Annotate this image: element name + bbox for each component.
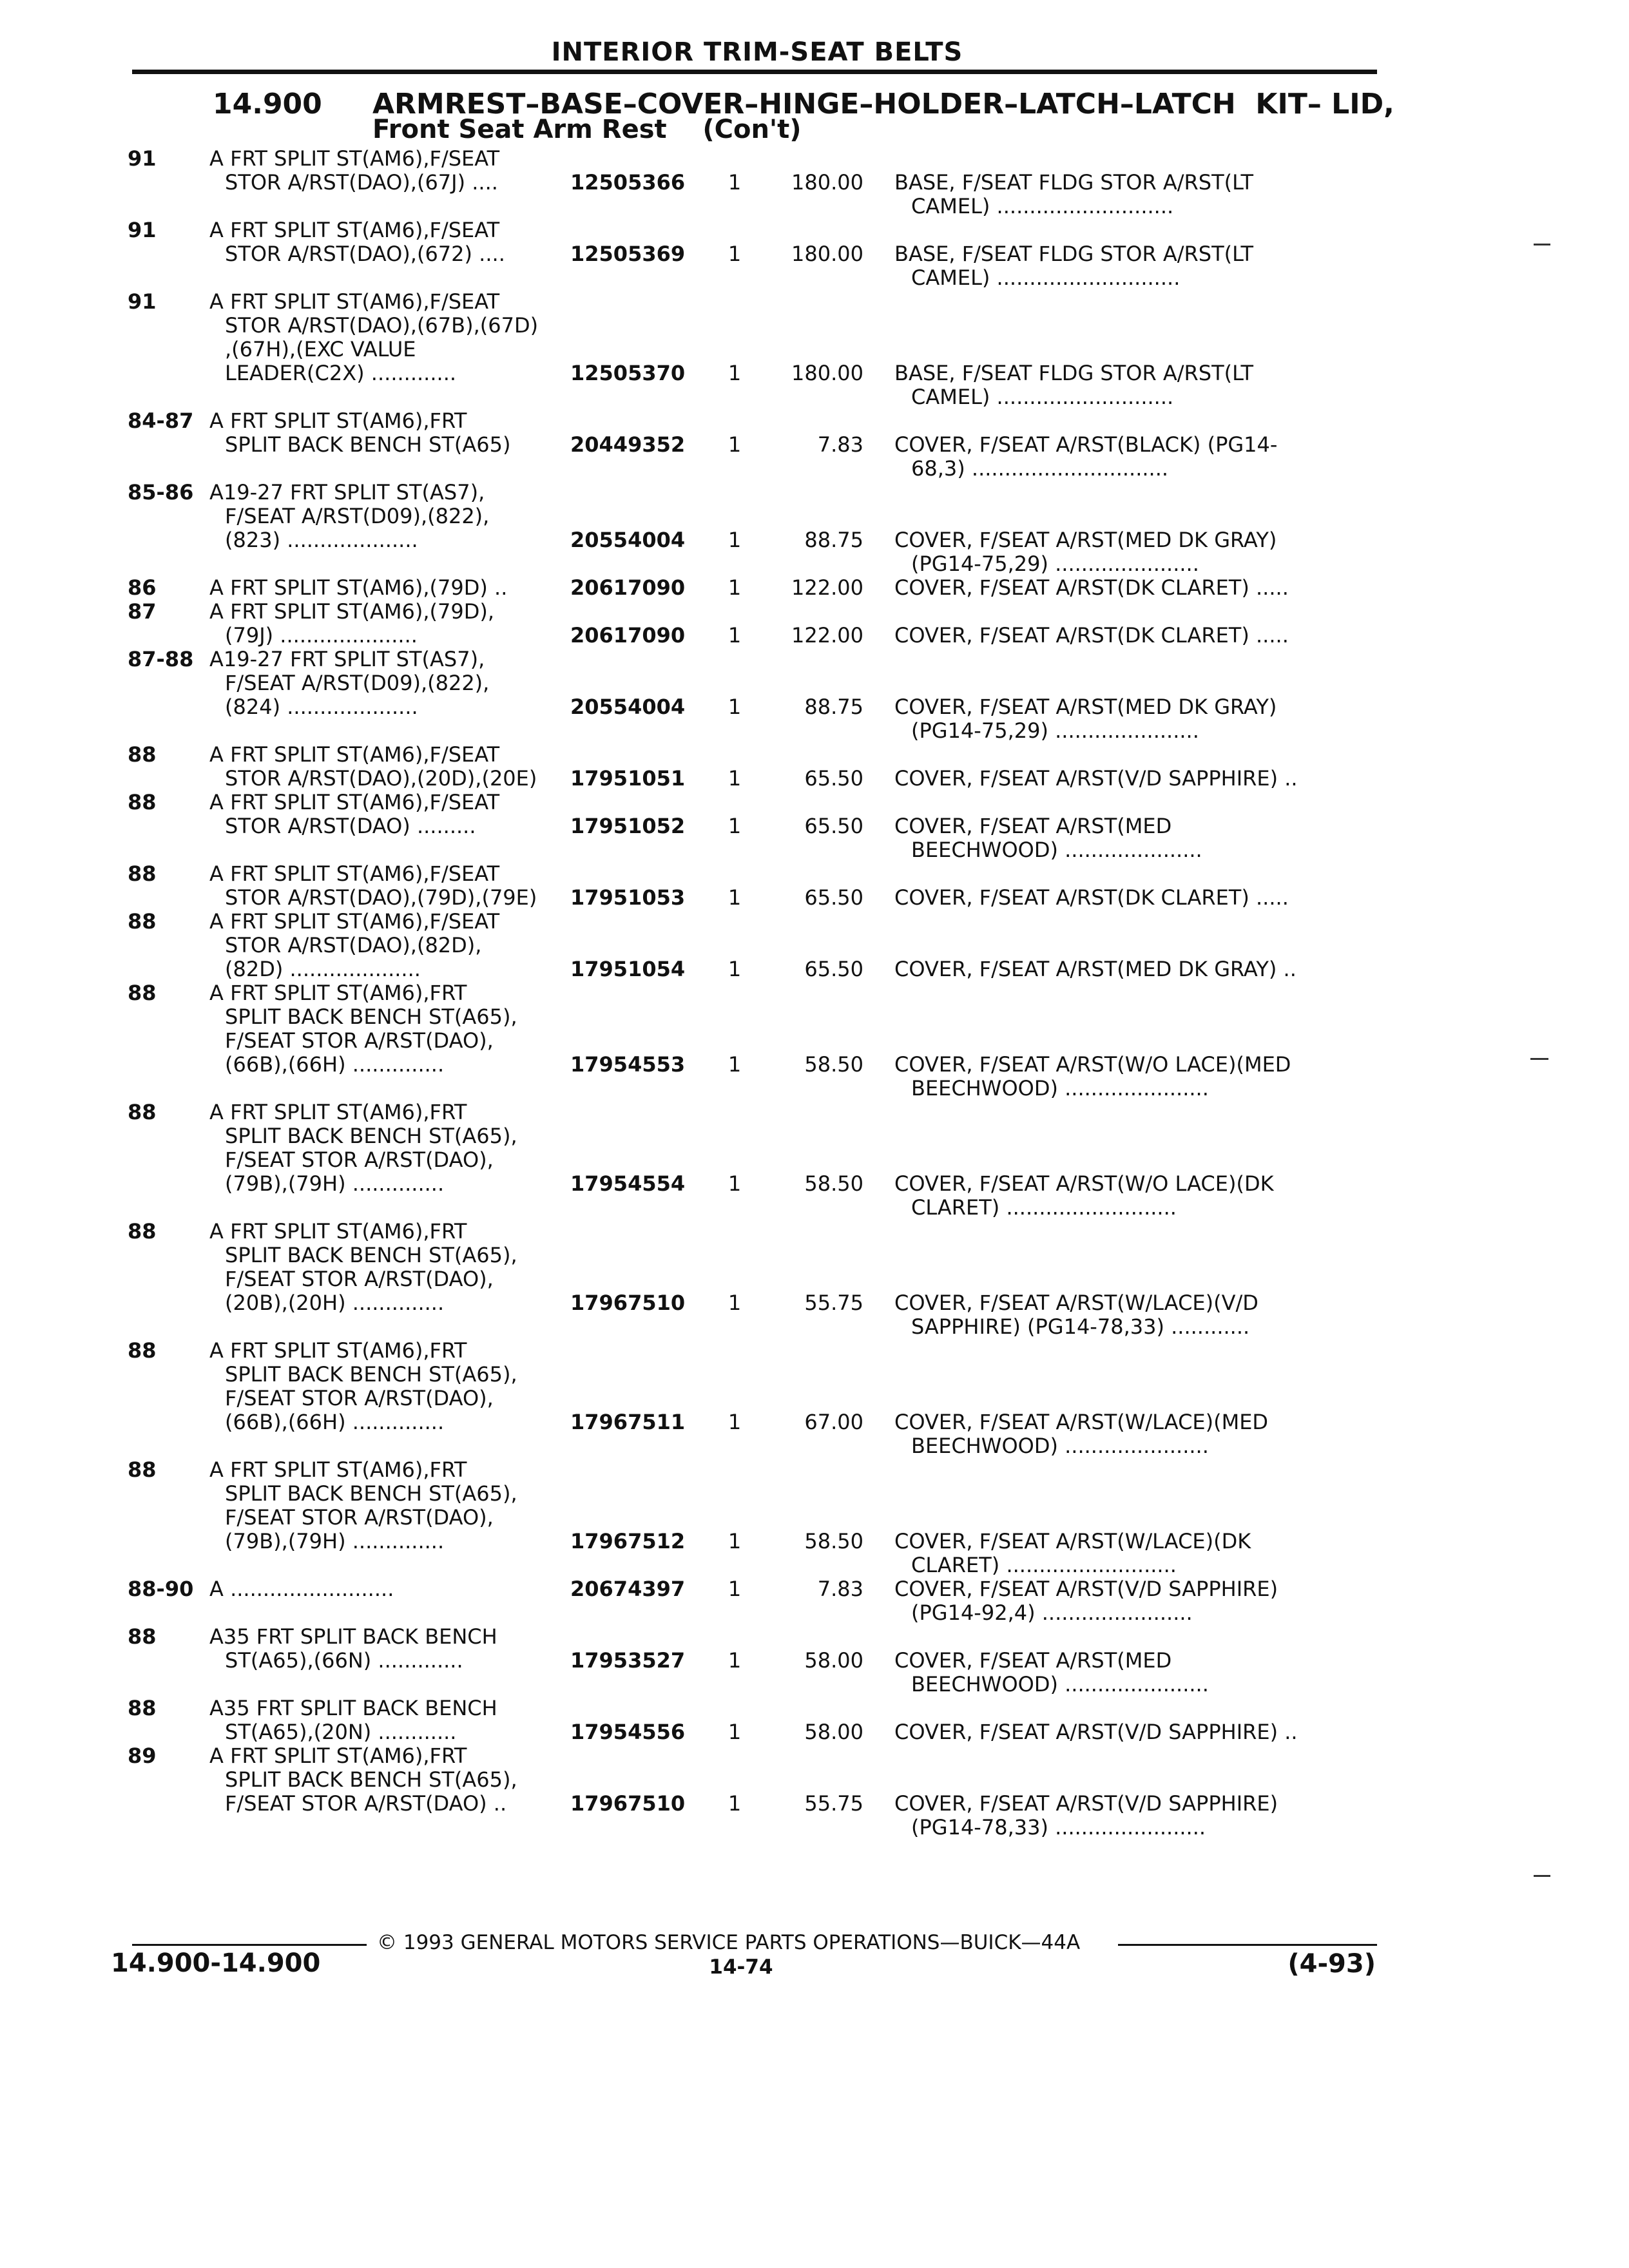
entry-description-line: A35 FRT SPLIT BACK BENCH bbox=[209, 1625, 497, 1649]
entry-part-number: 17951053 bbox=[570, 885, 686, 910]
entry-price: 122.00 bbox=[791, 575, 863, 600]
entry-description-line: A FRT SPLIT ST(AM6),F/SEAT bbox=[209, 218, 500, 242]
entry-quantity: 1 bbox=[728, 1410, 742, 1434]
entry-description bbox=[209, 910, 561, 981]
entry-description-line: STOR A/RST(DAO),(67B),(67D) bbox=[225, 314, 539, 338]
entry-description-line: (66B),(66H) .............. bbox=[225, 1053, 445, 1077]
entry-ref-number: 88 bbox=[128, 1219, 157, 1244]
entry-description bbox=[209, 862, 561, 910]
entry-description-line: A FRT SPLIT ST(AM6),FRT bbox=[209, 1744, 467, 1768]
entry-description bbox=[209, 147, 561, 195]
entry-description-line: SPLIT BACK BENCH ST(A65), bbox=[225, 1768, 517, 1792]
entry-quantity: 1 bbox=[728, 695, 742, 719]
entry-description bbox=[209, 290, 561, 385]
entry-part-name bbox=[894, 1530, 1368, 1577]
entry-part-name-line: BASE, F/SEAT FLDG STOR A/RST(LT bbox=[894, 171, 1254, 195]
entry-description-line: A ......................... bbox=[209, 1577, 394, 1601]
entry-quantity: 1 bbox=[728, 1720, 742, 1744]
entry-price: 55.75 bbox=[804, 1791, 863, 1816]
entry-quantity: 1 bbox=[728, 957, 742, 981]
entry-part-name bbox=[894, 957, 1368, 981]
entry-part-name-line: (PG14-92,4) ....................... bbox=[911, 1601, 1193, 1625]
entry-ref-number: 85-86 bbox=[128, 480, 194, 505]
entry-description-line: A FRT SPLIT ST(AM6),F/SEAT bbox=[209, 290, 500, 314]
entry-description bbox=[209, 743, 561, 791]
entry-description-line: (79B),(79H) .............. bbox=[225, 1172, 445, 1196]
entry-description-line: ST(A65),(20N) ............ bbox=[225, 1720, 457, 1744]
entry-description-line: A19-27 FRT SPLIT ST(AS7), bbox=[209, 481, 485, 505]
entry-description bbox=[209, 1339, 561, 1434]
entry-part-name-line: BEECHWOOD) ..................... bbox=[911, 838, 1202, 862]
entry-quantity: 1 bbox=[728, 242, 742, 266]
entry-description bbox=[209, 1458, 561, 1553]
entry-price: 65.50 bbox=[804, 957, 863, 981]
entry-description-line: STOR A/RST(DAO),(20D),(20E) bbox=[225, 767, 537, 791]
entry-part-name-line: CLARET) .......................... bbox=[911, 1553, 1177, 1577]
entry-quantity: 1 bbox=[728, 1052, 742, 1077]
entry-part-name-line: COVER, F/SEAT A/RST(MED bbox=[894, 814, 1172, 838]
entry-quantity: 1 bbox=[728, 170, 742, 195]
entry-description-line: A FRT SPLIT ST(AM6),F/SEAT bbox=[209, 862, 500, 886]
entry-description-line: SPLIT BACK BENCH ST(A65), bbox=[225, 1482, 517, 1506]
entry-part-name-line: COVER, F/SEAT A/RST(DK CLARET) ..... bbox=[894, 576, 1289, 600]
entry-price: 58.00 bbox=[804, 1720, 863, 1744]
entry-quantity: 1 bbox=[728, 1291, 742, 1315]
entry-part-number: 17951051 bbox=[570, 766, 686, 791]
entry-description-line: F/SEAT STOR A/RST(DAO), bbox=[225, 1267, 494, 1291]
entry-quantity: 1 bbox=[728, 623, 742, 648]
entry-description-line: F/SEAT STOR A/RST(DAO) .. bbox=[225, 1792, 507, 1816]
entry-description-line: (824) .................... bbox=[225, 695, 418, 719]
entry-description bbox=[209, 600, 561, 648]
entry-part-number: 17951054 bbox=[570, 957, 686, 981]
entry-part-name-line: COVER, F/SEAT A/RST(MED DK GRAY) bbox=[894, 528, 1277, 552]
entry-ref-number: 88 bbox=[128, 1696, 157, 1720]
entry-description-line: A19-27 FRT SPLIT ST(AS7), bbox=[209, 648, 485, 671]
entry-part-name bbox=[894, 171, 1368, 218]
entry-part-name bbox=[894, 624, 1368, 648]
page-header: INTERIOR TRIM-SEAT BELTS bbox=[551, 37, 963, 67]
entry-part-name bbox=[894, 361, 1368, 409]
entry-part-name-line: COVER, F/SEAT A/RST(DK CLARET) ..... bbox=[894, 886, 1289, 910]
entry-part-name-line: BEECHWOOD) ...................... bbox=[911, 1673, 1209, 1696]
entry-description-line: F/SEAT STOR A/RST(DAO), bbox=[225, 1029, 494, 1053]
entry-part-name bbox=[894, 1720, 1368, 1744]
entry-ref-number: 88 bbox=[128, 1100, 157, 1124]
entry-quantity: 1 bbox=[728, 528, 742, 552]
entry-part-name-line: (PG14-78,33) ....................... bbox=[911, 1816, 1206, 1840]
entry-part-number: 20554004 bbox=[570, 528, 686, 552]
entry-price: 58.50 bbox=[804, 1052, 863, 1077]
entry-description-line: A FRT SPLIT ST(AM6),FRT bbox=[209, 1220, 467, 1244]
entry-description-line: SPLIT BACK BENCH ST(A65), bbox=[225, 1244, 517, 1267]
entry-part-number: 20674397 bbox=[570, 1577, 686, 1601]
entry-description bbox=[209, 981, 561, 1077]
entry-part-name-line: CLARET) .......................... bbox=[911, 1196, 1177, 1220]
entry-part-name-line: CAMEL) ........................... bbox=[911, 195, 1174, 218]
entry-part-name-line: COVER, F/SEAT A/RST(BLACK) (PG14- bbox=[894, 433, 1278, 457]
entry-description-line: (82D) .................... bbox=[225, 957, 421, 981]
entry-description-line: A FRT SPLIT ST(AM6),F/SEAT bbox=[209, 791, 500, 814]
entry-part-name bbox=[894, 1410, 1368, 1458]
entry-part-name bbox=[894, 886, 1368, 910]
entry-part-name-line: CAMEL) ........................... bbox=[911, 385, 1174, 409]
entry-price: 67.00 bbox=[804, 1410, 863, 1434]
entry-part-name-line: COVER, F/SEAT A/RST(V/D SAPPHIRE) .. bbox=[894, 767, 1298, 791]
entry-ref-number: 86 bbox=[128, 575, 157, 600]
footer-revision-date: (4-93) bbox=[1287, 1949, 1376, 1979]
entry-quantity: 1 bbox=[728, 432, 742, 457]
entry-part-name bbox=[894, 767, 1368, 791]
entry-part-name-line: BASE, F/SEAT FLDG STOR A/RST(LT bbox=[894, 361, 1254, 385]
entry-price: 65.50 bbox=[804, 766, 863, 791]
entry-ref-number: 88 bbox=[128, 981, 157, 1005]
entry-description-line: STOR A/RST(DAO),(79D),(79E) bbox=[225, 886, 537, 910]
entry-price: 88.75 bbox=[804, 528, 863, 552]
entry-description-line: A FRT SPLIT ST(AM6),FRT bbox=[209, 1100, 467, 1124]
entry-part-name-line: BEECHWOOD) ...................... bbox=[911, 1434, 1209, 1458]
header-rule bbox=[132, 70, 1377, 74]
entry-part-name bbox=[894, 1649, 1368, 1696]
entry-quantity: 1 bbox=[728, 1791, 742, 1816]
entry-part-name-line: COVER, F/SEAT A/RST(W/O LACE)(DK bbox=[894, 1172, 1274, 1196]
entry-description-line: (79B),(79H) .............. bbox=[225, 1530, 445, 1553]
entry-description-line: (20B),(20H) .............. bbox=[225, 1291, 445, 1315]
entry-description-line: ,(67H),(EXC VALUE bbox=[225, 338, 416, 361]
entry-description bbox=[209, 1625, 561, 1673]
entry-part-name bbox=[894, 1792, 1368, 1840]
entry-part-name-line: COVER, F/SEAT A/RST(V/D SAPPHIRE) .. bbox=[894, 1720, 1298, 1744]
entry-ref-number: 88 bbox=[128, 861, 157, 886]
entry-ref-number: 88 bbox=[128, 742, 157, 767]
entry-ref-number: 88 bbox=[128, 1624, 157, 1649]
entry-price: 180.00 bbox=[791, 170, 863, 195]
entry-description-line: F/SEAT A/RST(D09),(822), bbox=[225, 505, 490, 528]
entry-ref-number: 88 bbox=[128, 1338, 157, 1363]
entry-part-name-line: COVER, F/SEAT A/RST(W/O LACE)(MED bbox=[894, 1053, 1291, 1077]
entry-price: 58.00 bbox=[804, 1648, 863, 1673]
entry-part-number: 20617090 bbox=[570, 575, 686, 600]
section-number: 14.900 bbox=[213, 88, 322, 120]
entry-description-line: SPLIT BACK BENCH ST(A65), bbox=[225, 1124, 517, 1148]
entry-part-name bbox=[894, 433, 1368, 481]
entry-description-line: STOR A/RST(DAO),(82D), bbox=[225, 934, 482, 957]
entry-part-name bbox=[894, 1172, 1368, 1220]
entry-part-number: 12505370 bbox=[570, 361, 686, 385]
entry-description-line: A FRT SPLIT ST(AM6),(79D) .. bbox=[209, 576, 508, 600]
entry-part-name-line: (PG14-75,29) ...................... bbox=[911, 552, 1199, 576]
margin-mark bbox=[1534, 244, 1550, 245]
entry-part-name-line: CAMEL) ............................ bbox=[911, 266, 1181, 290]
entry-description-line: (823) .................... bbox=[225, 528, 418, 552]
section-subtitle: Front Seat Arm Rest (Con't) bbox=[372, 115, 802, 144]
entry-description bbox=[209, 1577, 561, 1601]
entry-part-number: 17967510 bbox=[570, 1791, 686, 1816]
entry-quantity: 1 bbox=[728, 1577, 742, 1601]
entry-description-line: A FRT SPLIT ST(AM6),FRT bbox=[209, 409, 467, 433]
entry-part-number: 12505369 bbox=[570, 242, 686, 266]
entry-description-line: STOR A/RST(DAO),(672) .... bbox=[225, 242, 505, 266]
entry-description-line: SPLIT BACK BENCH ST(A65), bbox=[225, 1005, 517, 1029]
entry-price: 88.75 bbox=[804, 695, 863, 719]
entry-description bbox=[209, 1100, 561, 1196]
footer-section-range: 14.900-14.900 bbox=[111, 1948, 321, 1978]
entry-description-line: A FRT SPLIT ST(AM6),F/SEAT bbox=[209, 743, 500, 767]
entry-description-line: F/SEAT STOR A/RST(DAO), bbox=[225, 1387, 494, 1410]
footer-rule-right bbox=[1118, 1944, 1377, 1946]
section-title: ARMREST–BASE–COVER–HINGE–HOLDER–LATCH–LATCH KIT– LID, bbox=[372, 88, 1394, 120]
entry-quantity: 1 bbox=[728, 766, 742, 791]
entry-part-number: 17953527 bbox=[570, 1648, 686, 1673]
entry-description-line: A FRT SPLIT ST(AM6),F/SEAT bbox=[209, 147, 500, 171]
entry-price: 7.83 bbox=[817, 432, 863, 457]
entry-part-name-line: COVER, F/SEAT A/RST(W/LACE)(V/D bbox=[894, 1291, 1258, 1315]
entry-price: 58.50 bbox=[804, 1171, 863, 1196]
entry-ref-number: 88-90 bbox=[128, 1577, 194, 1601]
entry-description bbox=[209, 791, 561, 838]
entry-description-line: SPLIT BACK BENCH ST(A65), bbox=[225, 1363, 517, 1387]
entry-part-name bbox=[894, 576, 1368, 600]
entry-part-name-line: COVER, F/SEAT A/RST(MED bbox=[894, 1649, 1172, 1673]
entry-part-name-line: COVER, F/SEAT A/RST(W/LACE)(DK bbox=[894, 1530, 1251, 1553]
entry-part-number: 20449352 bbox=[570, 432, 686, 457]
entry-description bbox=[209, 576, 561, 600]
entry-part-number: 17967511 bbox=[570, 1410, 686, 1434]
entry-description bbox=[209, 648, 561, 719]
entry-part-name-line: SAPPHIRE) (PG14-78,33) ............ bbox=[911, 1315, 1250, 1339]
entry-part-number: 17954556 bbox=[570, 1720, 686, 1744]
entry-description-line: F/SEAT STOR A/RST(DAO), bbox=[225, 1148, 494, 1172]
entry-part-name-line: COVER, F/SEAT A/RST(DK CLARET) ..... bbox=[894, 624, 1289, 648]
entry-part-number: 20554004 bbox=[570, 695, 686, 719]
entry-description-line: (79J) ..................... bbox=[225, 624, 418, 648]
entry-description-line: STOR A/RST(DAO) ......... bbox=[225, 814, 476, 838]
entry-part-name-line: BASE, F/SEAT FLDG STOR A/RST(LT bbox=[894, 242, 1254, 266]
entry-description-line: A FRT SPLIT ST(AM6),FRT bbox=[209, 1339, 467, 1363]
entry-description-line: F/SEAT STOR A/RST(DAO), bbox=[225, 1506, 494, 1530]
entry-description-line: A FRT SPLIT ST(AM6),FRT bbox=[209, 1458, 467, 1482]
entry-description-line: ST(A65),(66N) ............. bbox=[225, 1649, 463, 1673]
entry-part-name-line: COVER, F/SEAT A/RST(MED DK GRAY) bbox=[894, 695, 1277, 719]
entry-ref-number: 87 bbox=[128, 599, 157, 624]
entry-part-number: 20617090 bbox=[570, 623, 686, 648]
entry-part-name bbox=[894, 1577, 1368, 1625]
entry-ref-number: 88 bbox=[128, 1457, 157, 1482]
entry-description bbox=[209, 409, 561, 457]
entry-description bbox=[209, 1744, 561, 1816]
entry-quantity: 1 bbox=[728, 885, 742, 910]
footer-copyright: © 1993 GENERAL MOTORS SERVICE PARTS OPERATIONS—BUICK—44A bbox=[377, 1931, 1081, 1954]
entry-description-line: LEADER(C2X) ............. bbox=[225, 361, 457, 385]
entry-price: 58.50 bbox=[804, 1529, 863, 1553]
entry-description-line: A35 FRT SPLIT BACK BENCH bbox=[209, 1696, 497, 1720]
entry-part-name-line: 68,3) .............................. bbox=[911, 457, 1169, 481]
entry-part-number: 17954553 bbox=[570, 1052, 686, 1077]
entry-description bbox=[209, 218, 561, 266]
entry-part-name bbox=[894, 1291, 1368, 1339]
footer-rule-left bbox=[132, 1944, 367, 1946]
entry-part-name bbox=[894, 528, 1368, 576]
entry-description-line: SPLIT BACK BENCH ST(A65) bbox=[225, 433, 511, 457]
entry-ref-number: 91 bbox=[128, 218, 157, 242]
entry-part-name-line: COVER, F/SEAT A/RST(W/LACE)(MED bbox=[894, 1410, 1269, 1434]
margin-mark bbox=[1530, 1058, 1548, 1060]
entry-part-name-line: (PG14-75,29) ...................... bbox=[911, 719, 1199, 743]
margin-mark bbox=[1534, 1875, 1550, 1877]
entry-quantity: 1 bbox=[728, 814, 742, 838]
entry-price: 55.75 bbox=[804, 1291, 863, 1315]
entry-part-number: 17954554 bbox=[570, 1171, 686, 1196]
entry-part-name bbox=[894, 1053, 1368, 1100]
entry-quantity: 1 bbox=[728, 361, 742, 385]
entry-part-name bbox=[894, 814, 1368, 862]
entry-part-name bbox=[894, 695, 1368, 743]
entry-price: 65.50 bbox=[804, 814, 863, 838]
entry-ref-number: 88 bbox=[128, 790, 157, 814]
footer-page-number: 14-74 bbox=[709, 1956, 773, 1979]
entry-part-number: 17967510 bbox=[570, 1291, 686, 1315]
entry-price: 180.00 bbox=[791, 361, 863, 385]
entry-ref-number: 84-87 bbox=[128, 408, 194, 433]
entry-description-line: STOR A/RST(DAO),(67J) .... bbox=[225, 171, 498, 195]
entry-part-name bbox=[894, 242, 1368, 290]
entry-price: 7.83 bbox=[817, 1577, 863, 1601]
entry-part-number: 12505366 bbox=[570, 170, 686, 195]
entry-price: 180.00 bbox=[791, 242, 863, 266]
entry-quantity: 1 bbox=[728, 1648, 742, 1673]
entry-description-line: (66B),(66H) .............. bbox=[225, 1410, 445, 1434]
entry-ref-number: 91 bbox=[128, 146, 157, 171]
entry-description bbox=[209, 481, 561, 552]
entry-price: 122.00 bbox=[791, 623, 863, 648]
entry-part-name-line: BEECHWOOD) ...................... bbox=[911, 1077, 1209, 1100]
entry-description-line: A FRT SPLIT ST(AM6),FRT bbox=[209, 981, 467, 1005]
entry-quantity: 1 bbox=[728, 1529, 742, 1553]
entry-description bbox=[209, 1696, 561, 1744]
entry-part-name-line: COVER, F/SEAT A/RST(V/D SAPPHIRE) bbox=[894, 1792, 1278, 1816]
entry-description-line: A FRT SPLIT ST(AM6),F/SEAT bbox=[209, 910, 500, 934]
entry-part-number: 17951052 bbox=[570, 814, 686, 838]
entry-quantity: 1 bbox=[728, 1171, 742, 1196]
entry-description bbox=[209, 1220, 561, 1315]
entry-price: 65.50 bbox=[804, 885, 863, 910]
entry-part-number: 17967512 bbox=[570, 1529, 686, 1553]
entry-description-line: F/SEAT A/RST(D09),(822), bbox=[225, 671, 490, 695]
entry-ref-number: 87-88 bbox=[128, 647, 194, 671]
entry-ref-number: 88 bbox=[128, 909, 157, 934]
entry-ref-number: 89 bbox=[128, 1744, 157, 1768]
entry-description-line: A FRT SPLIT ST(AM6),(79D), bbox=[209, 600, 495, 624]
entry-quantity: 1 bbox=[728, 575, 742, 600]
entry-part-name-line: COVER, F/SEAT A/RST(V/D SAPPHIRE) bbox=[894, 1577, 1278, 1601]
entry-part-name-line: COVER, F/SEAT A/RST(MED DK GRAY) .. bbox=[894, 957, 1296, 981]
entry-ref-number: 91 bbox=[128, 289, 157, 314]
